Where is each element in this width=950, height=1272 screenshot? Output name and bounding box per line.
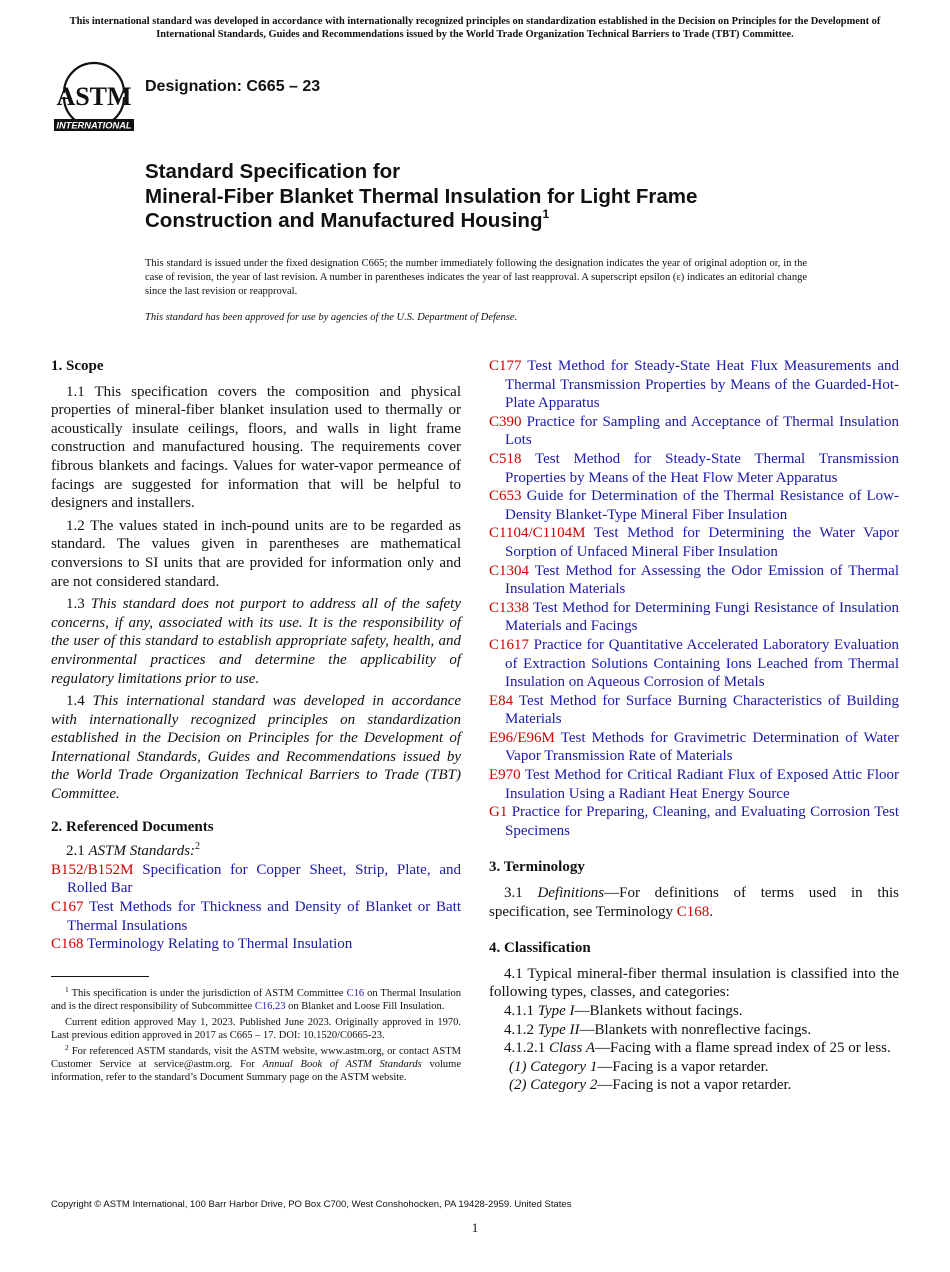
reference-code[interactable]: G1 [489,804,508,821]
terminology-text: —For definitions of terms used in this specification, see Terminology [489,885,899,920]
classification-c2 [489,1076,899,1095]
reference-title[interactable]: Practice for Quantitative Accelerated Laboratory Evaluation of Extraction Solutions Containing Ions Leached from Thermal Insulation on Aqueous Corrosion of Metals [505,636,899,691]
terminology-end: . [709,903,714,920]
i3-term: Class A [549,1040,595,1057]
reference-code[interactable]: C177 [489,358,522,374]
title-line-2: Mineral-Fiber Blanket Thermal Insulation for Light Frame [145,184,698,208]
i2-term: Type II [537,1021,580,1038]
reference-item[interactable] [489,636,899,692]
issue-note: This standard is issued under the fixed designation C665; the number immediately following the designation indicates the year of original adoption or, in the case of revision, the year of last revision. A number in parentheses indicates the year of last reapproval. A superscript epsilon (ε) indicates an editorial change since the last revision or reapproval. [145,258,807,297]
footnote-1 [51,987,461,1014]
reference-title[interactable]: Practice for Preparing, Cleaning, and Evaluating Corrosion Test Specimens [505,804,899,839]
fn2-a: For referenced ASTM standards, visit the ASTM website, www.astm.org, or contact ASTM Customer Service at service@astm.org. For [51,1045,461,1071]
title-line-1: Standard Specification for [145,160,401,183]
fn1-a: This specification is under the jurisdiction of ASTM Committee [71,988,347,999]
reference-code[interactable]: E970 [489,767,521,784]
defense-note: This standard has been approved for use by agencies of the U.S. Department of Defense. [145,312,518,323]
reference-code[interactable]: C167 [51,899,84,916]
page-number: 1 [471,1220,479,1235]
footnotes [51,987,461,1087]
astm-standards-label [51,842,461,861]
fn2-ital: Annual Book of ASTM Standards [262,1059,422,1071]
scope-p3-text: This standard does not purport to address all of the safety concerns, if any, associated with its use. It is the responsibility of the user of this standard to establish appropriate safety, health, and environmental practices and determine the applicability of regulatory limitations prior to use. [51,596,461,687]
logo-text: ASTM [56,82,132,111]
fn1-link-c1623[interactable]: C16.23 [254,1001,286,1013]
scope-p1: 1.1 This specification covers the composition and physical properties of mineral-fiber blanket insulation used to thermally or acoustically insulate ceilings, floors, and walls in light frame construction and manufactured housing. The requirements cover fibrous blankets and facings. Values for water-vapor permeance of facings are suggested for information that will be helpful to designers and installers. [51,383,461,512]
i3-text: —Facing with a flame spread index of 25 or less. [595,1040,891,1057]
reference-item[interactable] [489,803,899,840]
reference-title[interactable]: Test Method for Determining the Water Vapor Sorption of Unfaced Mineral Fiber Insulation [505,525,899,560]
classification-c1 [489,1058,899,1077]
reference-title[interactable]: Test Methods for Thickness and Density of Blanket or Batt Thermal Insulations [67,899,462,934]
reference-code[interactable]: C168 [51,936,84,953]
classification-i2 [489,1021,899,1040]
reference-code[interactable]: C518 [489,450,522,467]
reference-code[interactable]: C1304 [489,562,530,579]
terminology-term: Definitions [537,885,605,902]
terminology-link[interactable]: C168 [676,903,710,920]
reference-title[interactable]: Guide for Determination of the Thermal Resistance of Low-Density Blanket-Type Mineral Fiber Insulation [505,488,900,523]
document-title [145,160,905,234]
reference-item[interactable] [489,524,899,561]
reference-item[interactable] [51,861,461,898]
footnote-current-edition: Current edition approved May 1, 2023. Published June 2023. Originally approved in 1970. Last previous edition approved in 2017 as C665 – 17. DOI: 10.1520/C0665-23. [51,1016,461,1042]
reference-code[interactable]: C1104/C1104M [489,525,586,542]
footnote-rule [51,976,149,977]
astm-standards-num: 2.1 [66,843,85,860]
i3-num: 4.1.2.1 [504,1040,546,1057]
fn1-c: on Blanket and Loose Fill Insulation. [285,1001,445,1013]
right-column [489,357,899,1095]
i2-num: 4.1.2 [504,1021,534,1038]
c2-term: (2) Category 2 [509,1077,598,1094]
reference-title[interactable]: Practice for Sampling and Acceptance of Thermal Insulation Lots [505,413,899,449]
reference-item[interactable] [489,729,899,766]
c2-text: —Facing is not a vapor retarder. [597,1077,792,1094]
reference-item[interactable] [489,766,899,803]
scope-p4 [51,692,461,804]
reference-item[interactable] [51,935,461,954]
classification-i3 [489,1039,899,1058]
copyright: Copyright © ASTM International, 100 Barr Harbor Drive, PO Box C700, West Conshohocken, PA 19428-2959. United States [51,1199,572,1210]
reference-item[interactable] [489,450,899,487]
astm-logo [52,57,136,131]
astm-standards-text: ASTM Standards: [88,843,196,860]
c1-text: —Facing is a vapor retarder. [597,1058,769,1075]
reference-title[interactable]: Test Methods for Gravimetric Determination of Water Vapor Transmission Rate of Materials [505,729,899,765]
right-reference-list [489,357,899,840]
terminology-heading: 3. Terminology [489,859,585,876]
reference-item[interactable] [489,562,899,599]
classification-heading: 4. Classification [489,940,591,957]
logo-subtext: INTERNATIONAL [56,120,132,131]
i1-num: 4.1.1 [504,1003,534,1019]
i2-text: —Blankets with nonreflective facings. [579,1021,812,1038]
reference-title[interactable]: Terminology Relating to Thermal Insulation [87,936,353,953]
classification-i1 [489,1002,899,1021]
referenced-heading: 2. Referenced Documents [51,818,214,835]
reference-code[interactable]: E96/E96M [489,729,555,746]
reference-code[interactable]: C653 [489,488,522,505]
footnote-2 [51,1042,461,1085]
reference-code[interactable]: E84 [489,692,514,709]
reference-item[interactable] [489,413,899,450]
scope-p2: 1.2 The values stated in inch-pound units are to be regarded as standard. The values given in parentheses are mathematical conversions to SI units that are provided for information only and are not considered standard. [51,517,461,590]
reference-code[interactable]: C1617 [489,636,530,653]
fn2-b: volume information, refer to the standard’s Document Summary page on the ASTM website. [51,1059,461,1084]
reference-code[interactable]: C1338 [489,599,530,616]
reference-title[interactable]: Test Method for Surface Burning Characteristics of Building Materials [505,692,899,728]
classification-p1: 4.1 Typical mineral-fiber thermal insulation is classified into the following types, classes, and categories: [489,965,899,1001]
reference-item[interactable] [489,487,899,524]
astm-standards-footnote-mark: 2 [195,841,201,853]
reference-item[interactable] [489,599,899,636]
scope-p4-text: This international standard was developed in accordance with internationally recognized principles on standardization established in the Decision on Principles for the Development of International Standards, Guides and Recommendations issued by the World Trade Organization Technical Barriers to Trade (TBT) Committee. [51,693,462,803]
title-footnote-mark: 1 [542,207,550,221]
left-reference-list [51,861,461,954]
fn1-mark: 1 [65,985,69,994]
i1-term: Type I [537,1003,575,1019]
i1-text: —Blankets without facings. [574,1003,743,1019]
fn1-b: on Thermal Insulation and is the direct responsibility of Subcommittee [51,988,462,1013]
reference-code[interactable]: B152/B152M [51,861,134,878]
terminology-num: 3.1 [504,885,523,902]
title-line-3-text: Construction and Manufactured Housing [145,209,543,232]
reference-title[interactable]: Test Method for Assessing the Odor Emission of Thermal Insulation Materials [505,562,899,598]
reference-item[interactable] [489,692,899,729]
scope-p4-num: 1.4 [66,693,85,710]
fn2-mark: 2 [65,1042,69,1052]
reference-item[interactable] [51,898,461,935]
reference-code[interactable]: C390 [489,413,522,430]
scope-p3-num: 1.3 [66,596,85,613]
fn1-link-c16[interactable]: C16 [346,988,365,999]
left-column [51,357,461,954]
reference-title[interactable]: Test Method for Critical Radiant Flux of Exposed Attic Floor Insulation Using a Radiant Heat Energy Source [505,767,899,802]
scope-p3 [51,595,461,688]
designation: Designation: C665 – 23 [145,78,321,95]
scope-heading: 1. Scope [51,358,104,374]
reference-item[interactable] [489,357,899,413]
reference-title[interactable]: Test Method for Determining Fungi Resistance of Insulation Materials and Facings [505,599,899,635]
title-line-3 [145,209,905,234]
reference-title[interactable]: Test Method for Steady-State Thermal Transmission Properties by Means of the Heat Flow Meter Apparatus [505,450,899,486]
reference-title[interactable]: Test Method for Steady-State Heat Flux Measurements and Thermal Transmission Properties by Means of the Guarded-Hot-Plate Apparatus [505,358,900,412]
reference-title[interactable]: Specification for Copper Sheet, Strip, Plate, and Rolled Bar [67,861,462,897]
c1-term: (1) Category 1 [509,1058,598,1075]
terminology-p1 [489,884,899,921]
top-notice: This international standard was developed in accordance with internationally recognized principles on standardization established in the Decision on Principles for the Development of International Standards, Guides and Recommendations issued by the World Trade Organization Technical Barriers to Trade (TBT) Committee. [69,16,881,40]
